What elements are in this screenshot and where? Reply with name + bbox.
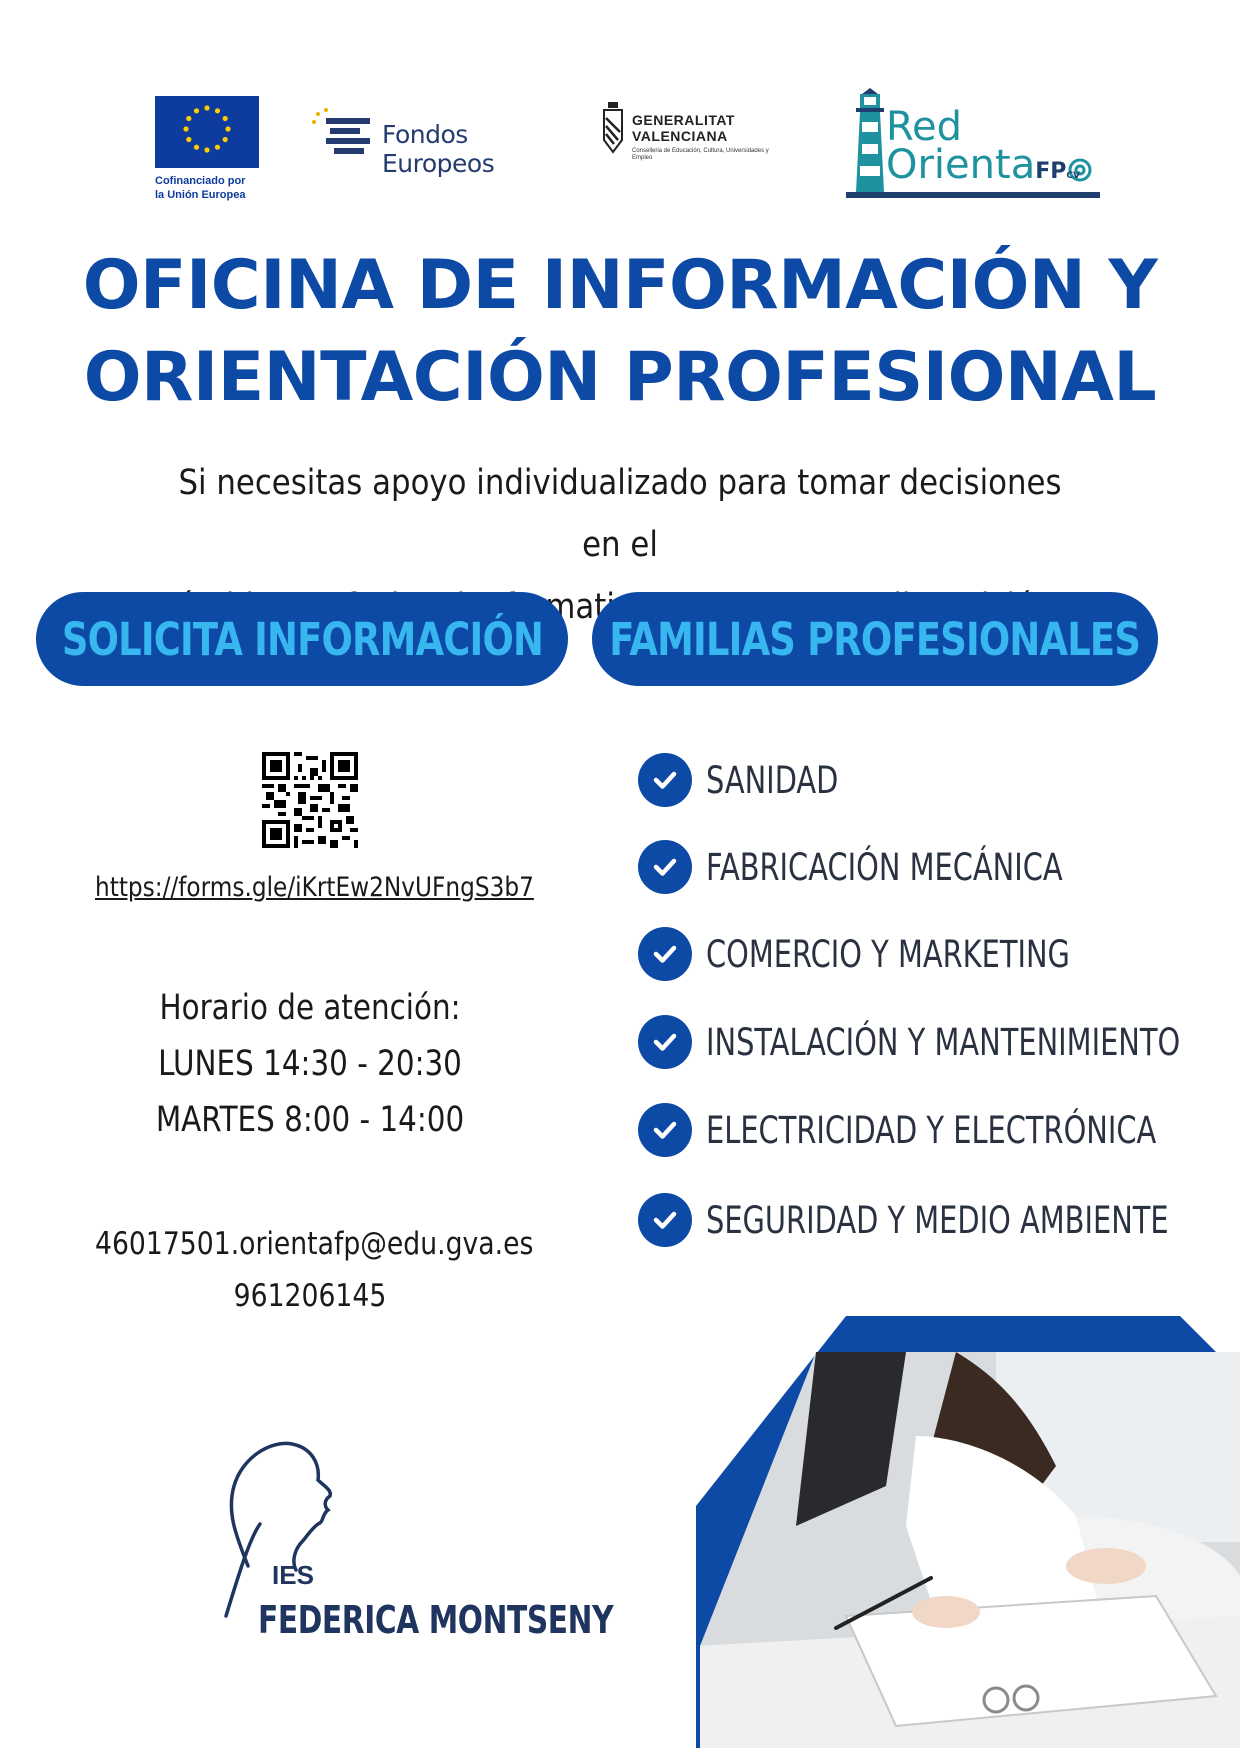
family-item [638,1102,1240,1158]
family-label: COMERCIO Y MARKETING [706,932,1070,976]
gva-subtitle: Conselleria de Educación, Cultura, Universidades y Empleo [632,148,769,161]
orienta-red-text: Red [886,104,962,150]
check-icon [638,753,692,807]
form-link[interactable]: https://forms.gle/iKrtEw2NvUFngS3b7 [95,872,534,903]
office-hours-tuesday: MARTES 8:00 - 14:00 [155,1100,465,1140]
fondos-europeos-text: Fondos Europeos [382,120,495,178]
family-label: SANIDAD [706,758,839,802]
ies-federica-montseny-logo [220,1420,614,1650]
family-item [638,926,1173,982]
eu-caption-line-1: Cofinanciado por [155,175,246,187]
office-hours [100,980,520,1148]
family-label: FABRICACIÓN MECÁNICA [706,845,1063,889]
page-title-line-2: ORIENTACIÓN PROFESIONAL [83,338,1157,417]
office-hours-title: Horario de atención: [159,988,461,1028]
fondos-europeos-icon [310,106,380,160]
family-item [638,1192,1240,1248]
family-item [638,752,876,808]
contact-phone: 961206145 [233,1278,387,1314]
page-title-line-1: OFICINA DE INFORMACIÓN Y [82,246,1158,325]
fondos-europeos-logo [310,106,550,178]
family-label: ELECTRICIDAD Y ELECTRÓNICA [706,1108,1157,1152]
orienta-cv-text: CV [1066,171,1080,181]
red-orientafp-logo [846,88,1106,204]
check-icon [638,927,692,981]
check-icon [638,1193,692,1247]
check-icon [638,1015,692,1069]
school-name-text: FEDERICA MONTSENY [258,1598,614,1642]
contact-info [95,1218,534,1322]
eu-cofinanced-logo [155,96,261,202]
gva-crest-icon [600,100,628,164]
qr-code[interactable] [262,752,358,848]
orienta-wordmark [886,104,1080,195]
request-info-label: SOLICITA INFORMACIÓN [61,612,543,666]
eu-caption-line-2: la Unión Europea [155,189,246,201]
orienta-fp-text: FP [1035,159,1067,184]
request-info-button[interactable] [36,592,568,686]
check-icon [638,1103,692,1157]
school-ies-text: IES [272,1560,314,1590]
check-icon [638,840,692,894]
professional-families-label: FAMILIAS PROFESIONALES [609,612,1141,666]
eu-caption [155,174,261,202]
student-writing-photo [696,1316,1240,1748]
family-item [638,839,1163,895]
orienta-text: Orienta [886,142,1036,188]
gva-title [632,112,735,144]
professional-families-button[interactable] [592,592,1158,686]
contact-email[interactable]: 46017501.orientafp@edu.gva.es [95,1226,534,1262]
generalitat-valenciana-logo [600,100,770,170]
family-item [638,1014,1240,1070]
office-hours-monday: LUNES 14:30 - 20:30 [158,1044,462,1084]
family-label: INSTALACIÓN Y MANTENIMIENTO [706,1020,1181,1064]
page-title [0,240,1240,424]
eu-flag-icon [155,96,259,168]
gva-title-line-2: VALENCIANA [632,128,728,144]
intro-line-2: formativo, [503,587,662,627]
family-label: SEGURIDAD Y MEDIO AMBIENTE [706,1198,1169,1242]
intro-line-1: Si necesitas apoyo individualizado para tomar decisiones en el [178,463,1062,565]
gva-title-line-1: GENERALITAT [632,112,735,128]
